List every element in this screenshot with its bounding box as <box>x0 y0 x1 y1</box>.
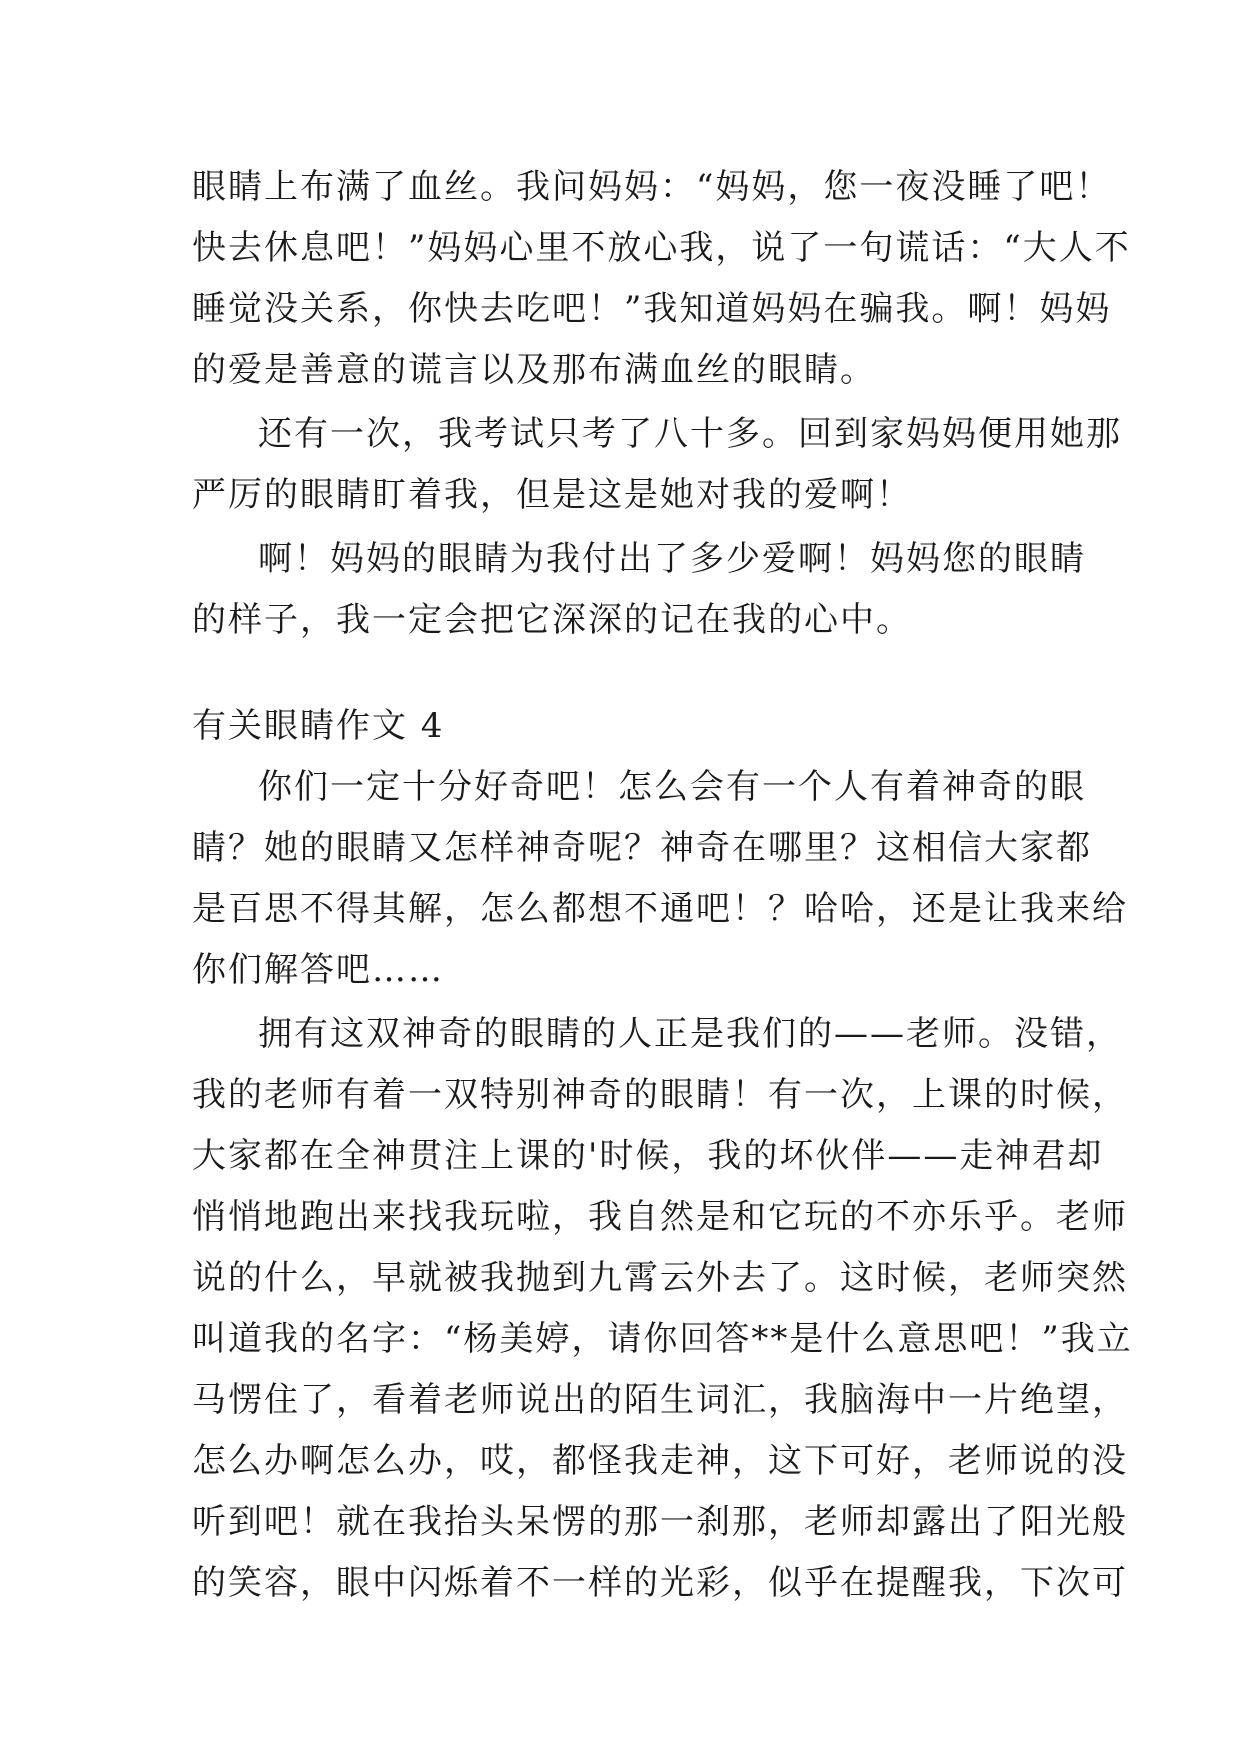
paragraph-line: 睛？她的眼睛又怎样神奇呢？神奇在哪里？这相信大家都 <box>192 828 1092 868</box>
paragraph-line: 严厉的眼睛盯着我，但是这是她对我的爱啊！ <box>192 475 912 515</box>
paragraph-line: 还有一次，我考试只考了八十多。回到家妈妈便用她那 <box>258 414 1122 454</box>
paragraph-line: 啊！妈妈的眼睛为我付出了多少爱啊！妈妈您的眼睛 <box>258 539 1086 579</box>
paragraph-line: 大家都在全神贯注上课的'时候，我的坏伙伴——走神君却 <box>192 1136 1104 1176</box>
paragraph-line: 快去休息吧！”妈妈心里不放心我，说了一句谎话：“大人不 <box>192 228 1131 268</box>
paragraph-line: 你们解答吧…… <box>192 950 444 990</box>
paragraph-line: 听到吧！就在我抬头呆愣的那一刹那，老师却露出了阳光般 <box>192 1502 1128 1542</box>
paragraph-line: 马愣住了，看着老师说出的陌生词汇，我脑海中一片绝望， <box>192 1380 1128 1420</box>
paragraph-line: 的爱是善意的谎言以及那布满血丝的眼睛。 <box>192 350 876 390</box>
paragraph-line: 你们一定十分好奇吧！怎么会有一个人有着神奇的眼 <box>258 767 1086 807</box>
document-body <box>192 0 1133 1754</box>
paragraph-line: 拥有这双神奇的眼睛的人正是我们的——老师。没错， <box>258 1014 1122 1054</box>
paragraph-line: 叫道我的名字：“杨美婷，请你回答**是什么意思吧！”我立 <box>192 1319 1133 1359</box>
paragraph-line: 怎么办啊怎么办，哎，都怪我走神，这下可好，老师说的没 <box>192 1441 1128 1481</box>
section-title: 有关眼睛作文 4 <box>192 706 445 746</box>
paragraph-line: 眼睛上布满了血丝。我问妈妈：“妈妈，您一夜没睡了吧！ <box>192 167 1112 207</box>
paragraph-line: 的笑容，眼中闪烁着不一样的光彩，似乎在提醒我，下次可 <box>192 1563 1128 1603</box>
paragraph-line: 是百思不得其解，怎么都想不通吧！？哈哈，还是让我来给 <box>192 889 1128 929</box>
paragraph-line: 的样子，我一定会把它深深的记在我的心中。 <box>192 600 912 640</box>
paragraph-line: 我的老师有着一双特别神奇的眼睛！有一次，上课的时候， <box>192 1075 1128 1115</box>
paragraph-line: 说的什么，早就被我抛到九霄云外去了。这时候，老师突然 <box>192 1258 1128 1298</box>
paragraph-line: 睡觉没关系，你快去吃吧！”我知道妈妈在骗我。啊！妈妈 <box>192 289 1112 329</box>
paragraph-line: 悄悄地跑出来找我玩啦，我自然是和它玩的不亦乐乎。老师 <box>192 1197 1128 1237</box>
